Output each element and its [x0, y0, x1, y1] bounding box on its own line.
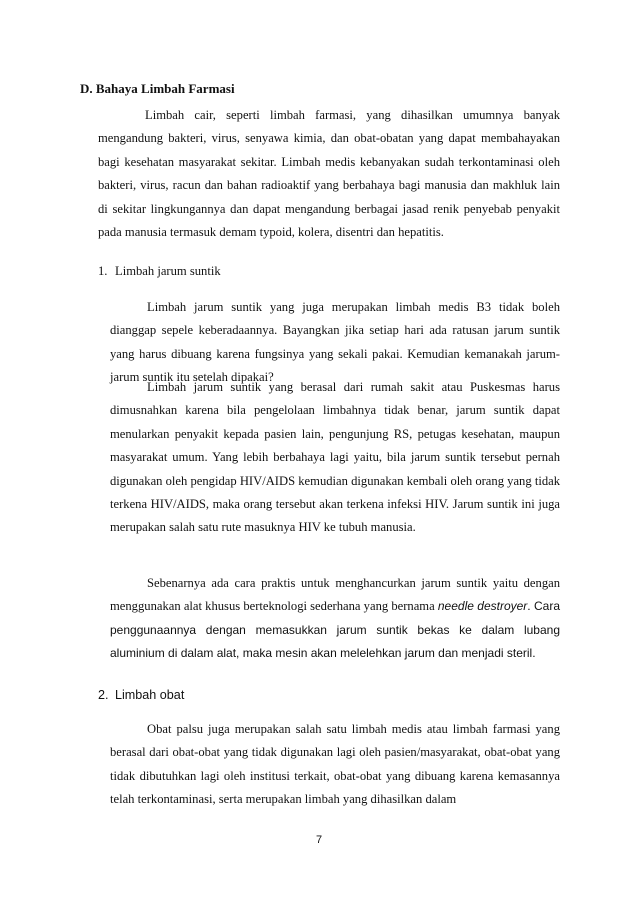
section-heading: D. Bahaya Limbah Farmasi: [80, 81, 235, 96]
list-item-2: [98, 686, 184, 704]
item-2-paragraph-1: Obat palsu juga merupakan salah satu limbah medis atau limbah farmasi yang berasal dari obat-obat yang tidak digunakan lagi oleh pasien/masyarakat, obat-obat yang tidak dibutuhkan lagi oleh institusi terkait, obat-obat yang dibuang karena kemasannya telah terkontaminasi, serta merupakan limbah yang dihasilkan dalam: [110, 722, 560, 807]
item-1-paragraph-2: Limbah jarum suntik yang berasal dari rumah sakit atau Puskesmas harus dimusnahkan karena bila pengelolaan limbahnya tidak benar, jarum suntik dapat menularkan penyakit kepada pasien lain, pengunjung RS, petugas kesehatan, maupun masyarakat umum. Yang lebih berbahaya lagi yaitu, bila jarum suntik tersebut pernah digunakan oleh pengidap HIV/AIDS kemudian digunakan kembali oleh orang yang tidak terkena HIV/AIDS, maka orang tersebut akan terkena infeksi HIV. Jarum suntik ini juga merupakan salah satu rute masuknya HIV ke tubuh manusia.: [110, 380, 560, 535]
item-1-paragraph-3: [110, 572, 560, 666]
item-1-paragraph-3-part-a: Sebenarnya ada cara praktis untuk menghancurkan jarum suntik yaitu dengan menggunakan alat khusus berteknologi sederhana yang bernama: [110, 576, 560, 614]
list-item-1-number: 1.: [98, 264, 108, 278]
list-item-1: [98, 262, 221, 280]
item-1-paragraph-1: Limbah jarum suntik yang juga merupakan limbah medis B3 tidak boleh dianggap sepele keberadaannya. Bayangkan jika setiap hari ada ratusan jarum suntik yang harus dibuang karena fungsinya yang sekali pakai. Kemudian kemanakah jarum-jarum suntik itu setelah dipakai?: [110, 300, 560, 385]
needle-destroyer-term: needle destroyer: [437, 599, 528, 614]
list-item-2-number: 2.: [98, 688, 109, 702]
intro-paragraph: Limbah cair, seperti limbah farmasi, yang dihasilkan umumnya banyak mengandung bakteri, virus, senyawa kimia, dan obat-obatan yang dapat membahayakan bagi kesehatan masyarakat sekitar. Limbah medis kebanyakan sudah terkontaminasi oleh bakteri, virus, racun dan bahan radioaktif yang berbahaya bagi manusia dan makhluk lain di sekitar lingkungannya dan dapat mengandung berbagai jasad renik penyebab penyakit pada manusia termasuk demam typoid, kolera, disentri dan hepatitis.: [98, 108, 560, 240]
page-number: 7: [315, 834, 323, 846]
list-item-1-title: Limbah jarum suntik: [115, 264, 221, 278]
list-item-2-title: Limbah obat: [115, 688, 185, 702]
item-1-paragraph-3-part-b: . Cara penggunaannya dengan memasukkan jarum suntik bekas ke dalam lubang aluminium di dalam alat, maka mesin akan melelehkan jarum dan menjadi steril.: [110, 599, 561, 661]
